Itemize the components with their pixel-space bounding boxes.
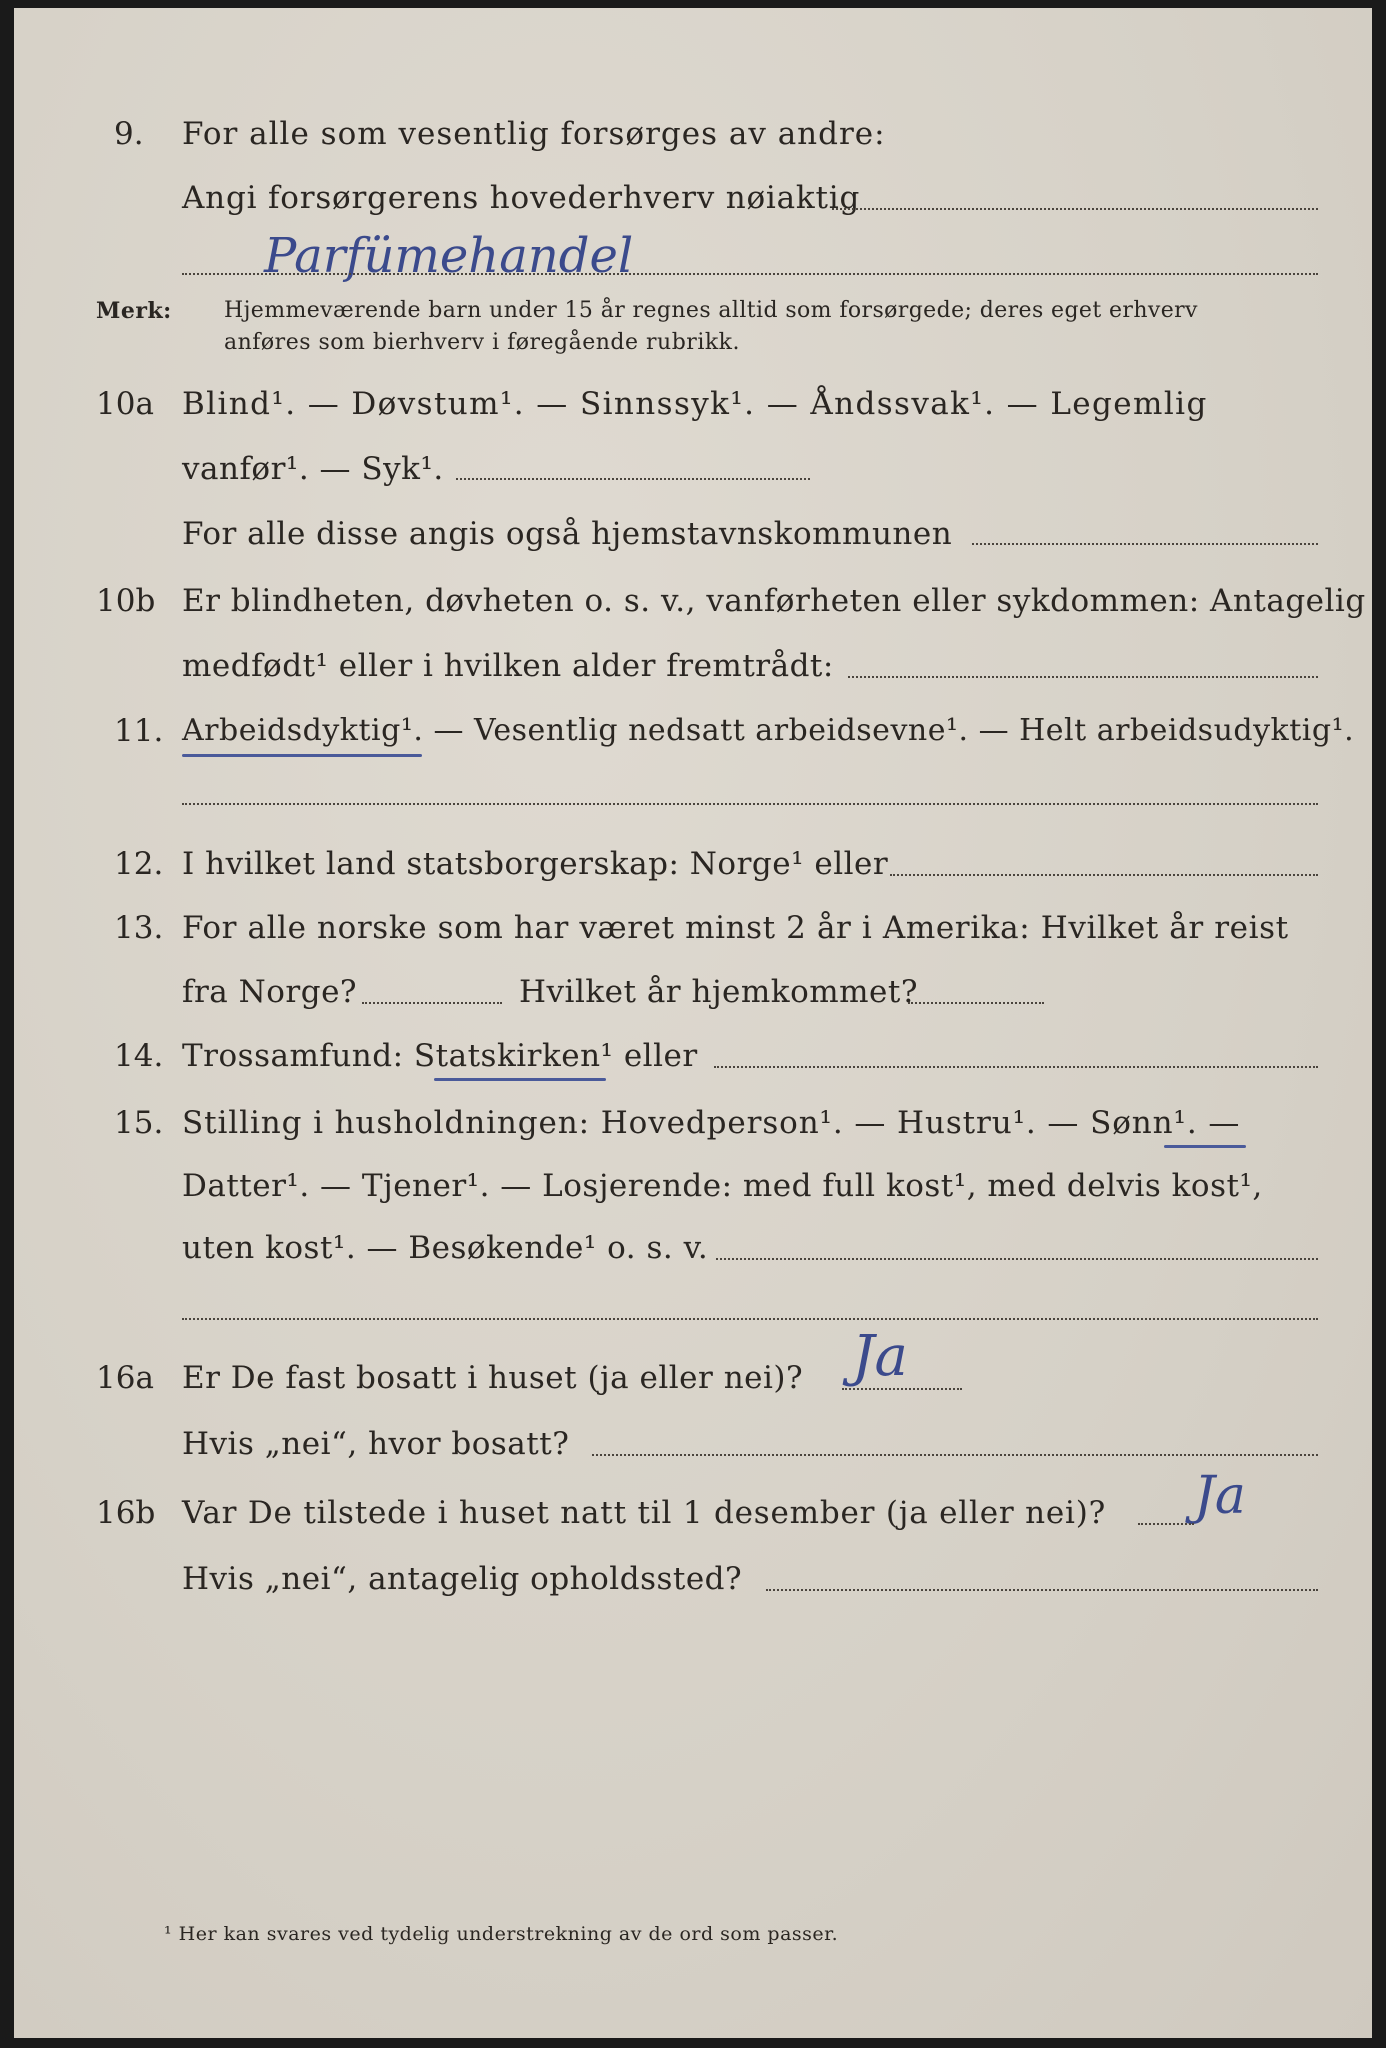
q13-line2a: fra Norge? — [182, 974, 358, 1010]
census-form-page — [14, 8, 1372, 2038]
q9-handwritten-answer: Parfümehandel — [264, 228, 634, 284]
q9-number: 9. — [114, 116, 144, 152]
q14-fill-line — [714, 1066, 1318, 1068]
q12-fill-line — [890, 874, 1318, 876]
q10a-number: 10a — [96, 386, 154, 422]
q10a-line1: Blind¹. — Døvstum¹. — Sinnssyk¹. — Åndssvak¹. — Legemlig — [182, 386, 1208, 422]
q16b-line2: Hvis „nei“, antagelig opholdssted? — [182, 1561, 743, 1597]
q15-line3: uten kost¹. — Besøkende¹ o. s. v. — [182, 1230, 709, 1266]
q16a-line1: Er De fast bosatt i huset (ja eller nei)? — [182, 1360, 804, 1396]
q15-extra-line — [182, 1318, 1318, 1320]
merk-label: Merk: — [96, 298, 172, 324]
q15-line2: Datter¹. — Tjener¹. — Losjerende: med full kost¹, med delvis kost¹, — [182, 1168, 1263, 1204]
q10a-line3: For alle disse angis også hjemstavnskommunen — [182, 516, 953, 552]
q16a-where-fill-line — [592, 1454, 1318, 1456]
q12-number: 12. — [114, 846, 164, 882]
q13-number: 13. — [114, 910, 164, 946]
q9-line2: Angi forsørgerens hovederhverv nøiaktig — [182, 180, 861, 216]
q10b-line2: medfødt¹ eller i hvilken alder fremtrådt: — [182, 648, 834, 684]
q10a-line2: vanfør¹. — Syk¹. — [182, 451, 444, 487]
q13-line2b: Hvilket år hjemkommet? — [519, 974, 918, 1010]
q13-line1: For alle norske som har været minst 2 år i Amerika: Hvilket år reist — [182, 910, 1289, 946]
q16a-line2: Hvis „nei“, hvor bosatt? — [182, 1426, 570, 1462]
q10a-home-fill-line — [972, 543, 1318, 545]
merk-line1: Hjemmeværende barn under 15 år regnes alltid som forsørgede; deres eget erhverv — [224, 298, 1198, 323]
q9-answer-line — [182, 273, 1318, 275]
q16a-number: 16a — [96, 1360, 154, 1396]
q16b-number: 16b — [96, 1495, 156, 1531]
q14-number: 14. — [114, 1038, 164, 1074]
q11-line1: Arbeidsdyktig¹. — Vesentlig nedsatt arbeidsevne¹. — Helt arbeidsudyktig¹. — [182, 713, 1355, 748]
q16b-line1: Var De tilstede i huset natt til 1 desember (ja eller nei)? — [182, 1495, 1107, 1531]
q13-year-returned-fill — [908, 1002, 1044, 1004]
q11-number: 11. — [114, 713, 164, 749]
q14-underline-mark — [434, 1078, 606, 1081]
q10a-fill-line — [456, 478, 810, 480]
q15-underline-mark — [1164, 1145, 1246, 1148]
q10b-fill-line — [848, 676, 1318, 678]
q11-underline-mark — [182, 754, 422, 757]
q16a-fill-line — [842, 1388, 962, 1390]
q16b-where-fill-line — [766, 1589, 1318, 1591]
q9-line1: For alle som vesentlig forsørges av andre: — [182, 116, 886, 152]
q9-fill-line — [832, 208, 1318, 210]
q16b-fill-line — [1138, 1523, 1194, 1525]
q10b-number: 10b — [96, 583, 156, 619]
q11-fill-line — [182, 803, 1318, 805]
q10b-line1: Er blindheten, døvheten o. s. v., vanførheten eller sykdommen: Antagelig — [182, 583, 1366, 619]
q15-line1: Stilling i husholdningen: Hovedperson¹. — Hustru¹. — Sønn¹. — — [182, 1105, 1241, 1141]
merk-line2: anføres som bierhverv i føregående rubrikk. — [224, 330, 741, 355]
footnote: ¹ Her kan svares ved tydelig understrekning av de ord som passer. — [164, 1923, 839, 1945]
q16a-handwritten-answer: Ja — [852, 1324, 908, 1389]
q15-number: 15. — [114, 1105, 164, 1141]
q13-year-left-fill — [362, 1002, 502, 1004]
q16b-handwritten-answer: Ja — [1194, 1466, 1246, 1526]
q12-line1: I hvilket land statsborgerskap: Norge¹ eller — [182, 846, 889, 882]
q14-line1: Trossamfund: Statskirken¹ eller — [182, 1038, 698, 1074]
q15-fill-line — [716, 1258, 1318, 1260]
